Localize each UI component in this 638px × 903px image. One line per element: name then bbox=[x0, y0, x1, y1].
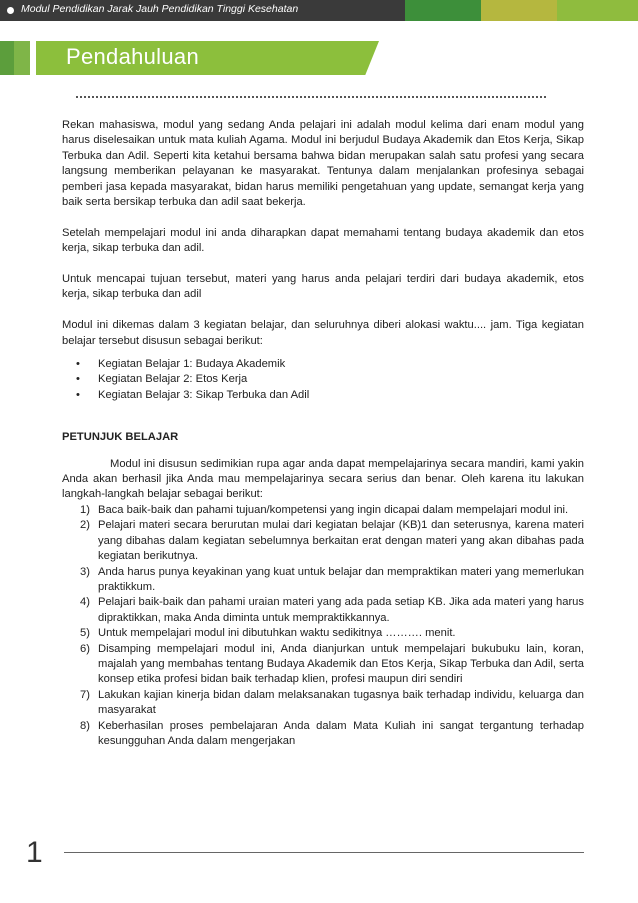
objective-paragraph: Setelah mempelajari modul ini anda diharapkan dapat memahami tentang budaya akademik dan etos kerja, sikap terbuka dan adil. bbox=[62, 226, 584, 255]
main-content bbox=[62, 118, 584, 749]
banner-accent-left bbox=[0, 41, 14, 75]
guide-heading: PETUNJUK BELAJAR bbox=[62, 431, 179, 444]
list-item: 1) Baca baik-baik dan pahami tujuan/kompetensi yang ingin dicapai dalam mempelajari modul ini. bbox=[80, 503, 569, 516]
steps-list bbox=[62, 503, 584, 750]
list-item: 3) Anda harus punya keyakinan yang kuat untuk belajar dan mempraktikan materi yang memerlukan praktikkum. bbox=[80, 565, 584, 593]
header-color-block-olive bbox=[481, 0, 557, 21]
list-item: 4) Pelajari baik-baik dan pahami uraian materi yang ada pada setiap KB. Jika ada materi yang harus dipraktikkan, maka Anda diminta untuk mempraktikkannya. bbox=[80, 596, 584, 624]
bullet-dot-icon bbox=[7, 7, 14, 14]
header-color-block-lime bbox=[557, 0, 638, 21]
header-title-strip bbox=[0, 0, 405, 21]
section-title: Pendahuluan bbox=[66, 44, 199, 69]
list-item: 6) Disamping mempelajari modul ini, Anda dianjurkan untuk mempelajari bukubuku lain, koran, majalah yang membahas tentang Budaya Akademik dan Etos Kerja, Sikap Terbuka dan Adil, serta konsep etika profesi bidan baik terhadap klien, profesi maupun diri sendiri bbox=[80, 642, 584, 686]
list-item: • Kegiatan Belajar 1: Budaya Akademik bbox=[62, 357, 584, 372]
page-number: 1 bbox=[26, 836, 43, 869]
banner-accent-right bbox=[14, 41, 30, 75]
top-header-bar bbox=[0, 0, 638, 21]
footer-rule bbox=[64, 852, 584, 853]
list-item: 5) Untuk mempelajari modul ini dibutuhkan waktu sedikitnya ………. menit. bbox=[80, 627, 456, 640]
structure-paragraph: Modul ini dikemas dalam 3 kegiatan belajar, dan seluruhnya diberi alokasi waktu.... jam. Tiga kegiatan belajar tersebut disusun sebagai berikut: bbox=[62, 319, 584, 347]
guide-intro: Modul ini disusun sedimikian rupa agar anda dapat mempelajarinya secara mandiri, kami yakin Anda akan berhasil jika Anda mau mempelajarinya secara serius dan benar. Oleh karena itu lakukan langkah-langkah belajar sebagai berikut: bbox=[62, 457, 584, 501]
dotted-divider bbox=[76, 90, 546, 98]
list-item: 8) Keberhasilan proses pembelajaran Anda dalam Mata Kuliah ini sangat tergantung terhadap kesungguhan Anda dalam mengerjakan bbox=[80, 719, 584, 747]
header-color-block-green bbox=[405, 0, 481, 21]
list-item: • Kegiatan Belajar 3: Sikap Terbuka dan Adil bbox=[62, 388, 584, 403]
intro-paragraph: Rekan mahasiswa, modul yang sedang Anda pelajari ini adalah modul kelima dari enam modul yang harus diselesaikan untuk mata kuliah Agama. Modul ini berjudul Budaya Akademik dan Etos Kerja, Sikap Terbuka dan Adil. Seperti kita ketahui bersama bahwa bidan merupakan salah satu profesi yang secara langsung memberikan pelayanan ke masyarakat. Tentunya dalam menjalankan profesinya sebagai pemberi jasa kepada masyarakat, bidan harus memiliki pengetahuan yang update, semangat kerja yang baik serta bersikap terbuka dan adil saat bekerja. bbox=[62, 119, 584, 209]
activity-list bbox=[62, 357, 584, 403]
scope-paragraph: Untuk mencapai tujuan tersebut, materi yang harus anda pelajari terdiri dari budaya akademik, etos kerja, sikap terbuka dan adil bbox=[62, 273, 584, 301]
list-item: 2) Pelajari materi secara berurutan mulai dari kegiatan belajar (KB)1 dan seterusnya, karena materi yang dibahas dalam kegiatan sebelumnya berkaitan erat dengan materi yang akan dibahas pada kegiatan berikutnya. bbox=[80, 519, 584, 563]
module-title: Modul Pendidikan Jarak Jauh Pendidikan Tinggi Kesehatan bbox=[21, 3, 299, 15]
list-item: 7) Lakukan kajian kinerja bidan dalam melaksanakan tugasnya baik terhadap individu, keluarga dan masyarakat bbox=[80, 688, 584, 717]
list-item: • Kegiatan Belajar 2: Etos Kerja bbox=[62, 372, 584, 387]
